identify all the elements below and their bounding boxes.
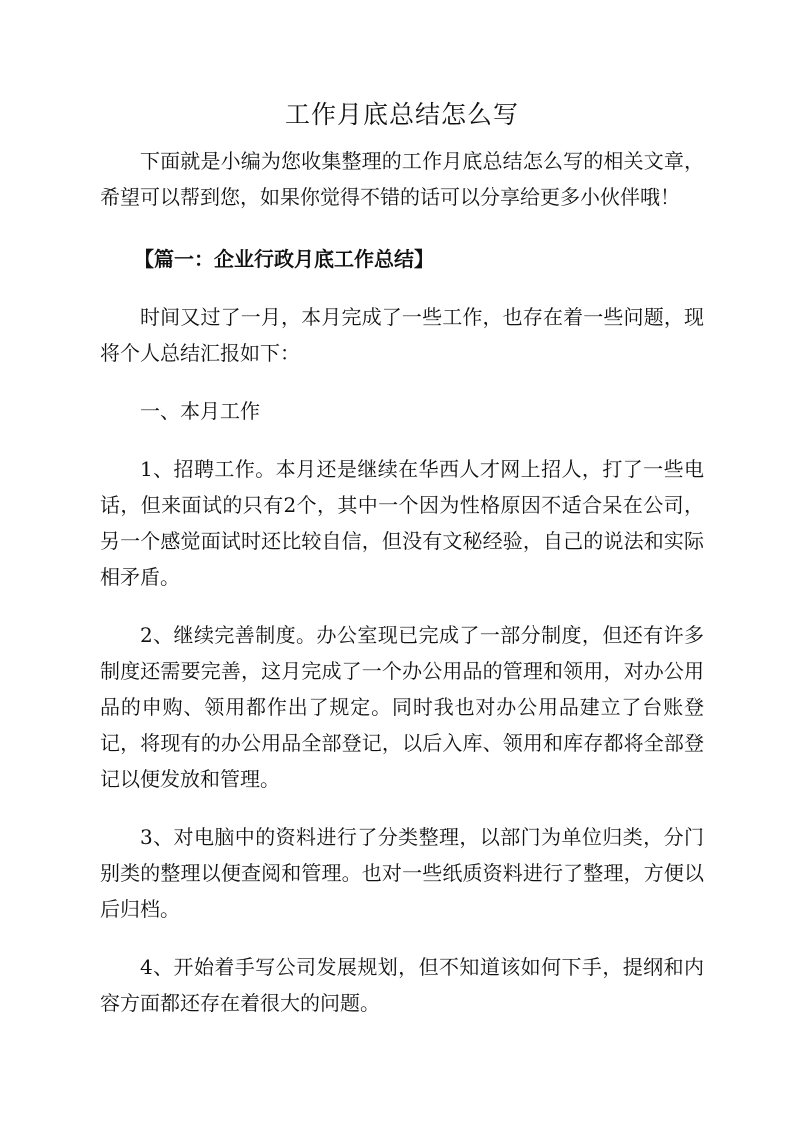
opening-paragraph: 时间又过了一月，本月完成了一些工作，也存在着一些问题，现将个人总结汇报如下： xyxy=(100,305,704,365)
intro-paragraph: 下面就是小编为您收集整理的工作月底总结怎么写的相关文章，希望可以帮到您，如果你觉得不错的话可以分享给更多小伙伴哦！ xyxy=(100,149,704,209)
work-item-file-organization: 3、对电脑中的资料进行了分类整理，以部门为单位归类，分门别类的整理以便查阅和管理。也对一些纸质资料进行了整理，方便以后归档。 xyxy=(100,825,704,921)
document-title: 工作月底总结怎么写 xyxy=(284,100,519,129)
section-heading: 【篇一：企业行政月底工作总结】 xyxy=(134,247,434,271)
work-item-recruitment: 1、招聘工作。本月还是继续在华西人才网上招人，打了一些电话，但来面试的只有2个，其中一个因为性格原因不适合呆在公司，另一个感觉面试时还比较自信，但没有文秘经验，自己的说法和实际相矛盾。 xyxy=(100,457,704,589)
document-body xyxy=(100,95,704,1021)
work-item-development-plan: 4、开始着手写公司发展规划，但不知道该如何下手，提纲和内容方面都还存在着很大的问题。 xyxy=(100,955,704,1015)
subheading-this-month-work: 一、本月工作 xyxy=(140,399,260,423)
work-item-system-improvement: 2、继续完善制度。办公室现已完成了一部分制度，但还有许多制度还需要完善，这月完成了一个办公用品的管理和领用，对办公用品的申购、领用都作出了规定。同时我也对办公用品建立了台账登记，将现有的办公用品全部登记，以后入库、领用和库存都将全部登记以便发放和管理。 xyxy=(100,623,704,791)
